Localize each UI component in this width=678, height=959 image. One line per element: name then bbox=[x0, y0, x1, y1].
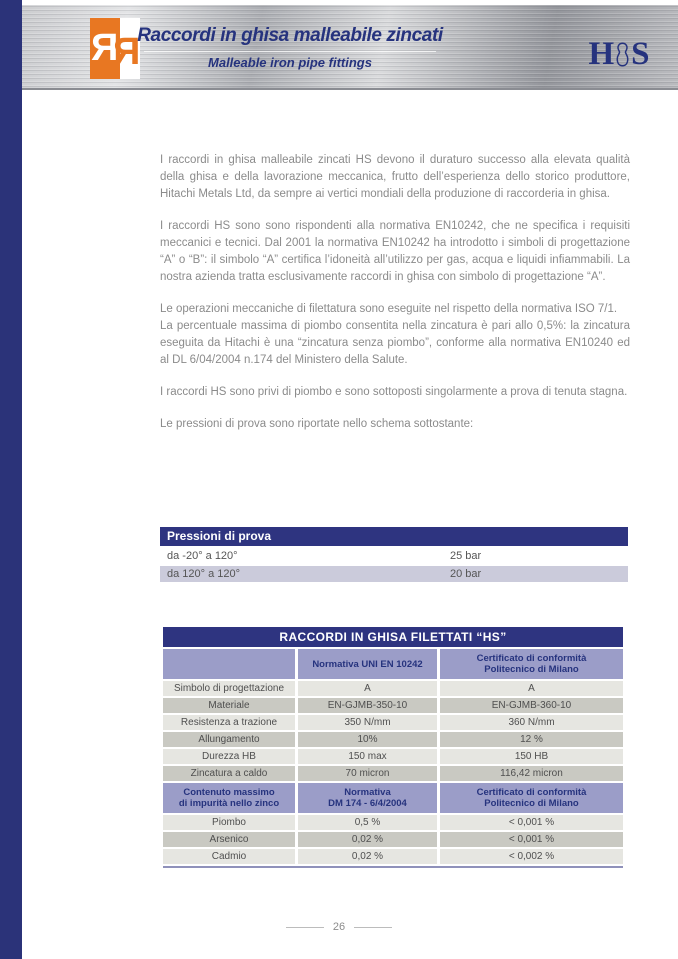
paragraph-2: I raccordi HS sono sono rispondenti alla normativa EN10242, che ne specifica i requisiti meccanici e tecnici. Dal 2001 la normativa EN10242 ha introdotto i simboli di progettazione “A” o “B”: il simbolo “A” certifica l’idoneità all’utilizzo per gas, acqua e liquidi infiammabili. La nostra azienda tratta esclusivamente raccordi in ghisa con simbolo di progettazione “A”. bbox=[160, 220, 630, 283]
cell-value: 150 HB bbox=[440, 749, 623, 764]
cell-value: EN-GJMB-350-10 bbox=[298, 698, 437, 713]
header-text: Certificato di conformità bbox=[476, 653, 587, 664]
cell-value: 70 micron bbox=[298, 766, 437, 781]
cell-value: EN-GJMB-360-10 bbox=[440, 698, 623, 713]
row-label: Allungamento bbox=[163, 732, 295, 747]
body-text bbox=[160, 152, 630, 433]
footer-rule-left bbox=[286, 927, 324, 928]
page-subtitle: Malleable iron pipe fittings bbox=[208, 55, 372, 70]
header-text: Politecnico di Milano bbox=[484, 664, 579, 675]
row-label: Cadmio bbox=[163, 849, 295, 864]
header-text: DM 174 - 6/4/2004 bbox=[328, 798, 407, 809]
paragraph-4: La percentuale massima di piombo consentita nella zincatura è pari allo 0,5%: la zincatura eseguita da Hitachi è una “zincatura senza piombo”, conforme alla normativa EN10240 ed al DL 6/04/2004 n.174 del Ministero della Salute. bbox=[160, 320, 630, 366]
page-footer bbox=[0, 921, 678, 933]
header-title-block bbox=[130, 24, 450, 71]
header-text: Politecnico di Milano bbox=[484, 798, 579, 809]
midheader-cell-normativa bbox=[298, 783, 437, 813]
paragraph-5: I raccordi HS sono privi di piombo e sono sottoposti singolarmente a prova di tenuta stagna. bbox=[160, 386, 628, 398]
cell-value: < 0,001 % bbox=[440, 832, 623, 847]
midheader-cell-certificato bbox=[440, 783, 623, 813]
cell-value: 350 N/mm bbox=[298, 715, 437, 730]
header-text: Normativa bbox=[344, 787, 391, 798]
hs-logo-h: H bbox=[588, 35, 615, 72]
header-cell-empty bbox=[163, 649, 295, 679]
cell-value: 0,02 % bbox=[298, 832, 437, 847]
paragraph-1: I raccordi in ghisa malleabile zincati HS devono il duraturo successo alla elevata qualità della ghisa e della lavorazione meccanica, frutto dell’esperienza dello storico produttore, Hitachi Metals Ltd, da sempre ai vertici mondiali della produzione di raccorderia in ghisa. bbox=[160, 154, 630, 200]
midheader-cell-impurita bbox=[163, 783, 295, 813]
row-label: Arsenico bbox=[163, 832, 295, 847]
pressure-table-title: Pressioni di prova bbox=[160, 527, 628, 546]
cell-value: 116,42 micron bbox=[440, 766, 623, 781]
table-row bbox=[160, 566, 628, 582]
row-label: Piombo bbox=[163, 815, 295, 830]
header-text: Normativa UNI EN 10242 bbox=[312, 658, 423, 670]
table-bottom-rule bbox=[163, 866, 623, 868]
cell-value: < 0,001 % bbox=[440, 815, 623, 830]
pressure-value: 25 bar bbox=[450, 550, 482, 562]
title-divider bbox=[144, 51, 436, 52]
hs-logo-s: S bbox=[631, 35, 650, 72]
header-cell-normativa bbox=[298, 649, 437, 679]
header-text: di impurità nello zinco bbox=[178, 798, 280, 809]
fittings-table-title: RACCORDI IN GHISA FILETTATI “HS” bbox=[163, 627, 623, 647]
pressure-range: da -20° a 120° bbox=[167, 550, 238, 562]
fittings-spec-table bbox=[163, 627, 623, 868]
cell-value: 12 % bbox=[440, 732, 623, 747]
pressure-test-table bbox=[160, 527, 628, 582]
paragraph-6: Le pressioni di prova sono riportate nello schema sottostante: bbox=[160, 418, 474, 430]
cell-value: 360 N/mm bbox=[440, 715, 623, 730]
footer-rule-right bbox=[354, 927, 392, 928]
row-label: Materiale bbox=[163, 698, 295, 713]
fitting-pin-icon bbox=[615, 38, 630, 71]
header-cell-certificato bbox=[440, 649, 623, 679]
cell-value: < 0,002 % bbox=[440, 849, 623, 864]
cell-value: 10% bbox=[298, 732, 437, 747]
page-title: Raccordi in ghisa malleabile zincati bbox=[137, 25, 443, 46]
cell-value: A bbox=[440, 681, 623, 696]
header-text: Contenuto massimo bbox=[183, 787, 275, 798]
row-label: Resistenza a trazione bbox=[163, 715, 295, 730]
hs-logo bbox=[579, 32, 659, 76]
row-label: Durezza HB bbox=[163, 749, 295, 764]
left-accent-bar bbox=[0, 0, 22, 959]
rr-logo-letter-1: Я bbox=[91, 27, 119, 69]
cell-value: A bbox=[298, 681, 437, 696]
paragraph-3: Le operazioni meccaniche di filettatura sono eseguite nel rispetto della normativa ISO 7/1. bbox=[160, 303, 618, 315]
cell-value: 150 max bbox=[298, 749, 437, 764]
row-label: Simbolo di progettazione bbox=[163, 681, 295, 696]
header-text: Certificato di conformità bbox=[476, 787, 587, 798]
cell-value: 0,02 % bbox=[298, 849, 437, 864]
cell-value: 0,5 % bbox=[298, 815, 437, 830]
pressure-range: da 120° a 120° bbox=[167, 568, 241, 580]
row-label: Zincatura a caldo bbox=[163, 766, 295, 781]
rr-logo-letter-2: Я bbox=[113, 31, 140, 73]
page-number: 26 bbox=[332, 921, 346, 933]
page-header bbox=[22, 5, 678, 90]
table-row bbox=[160, 548, 628, 564]
pressure-value: 20 bar bbox=[450, 568, 482, 580]
